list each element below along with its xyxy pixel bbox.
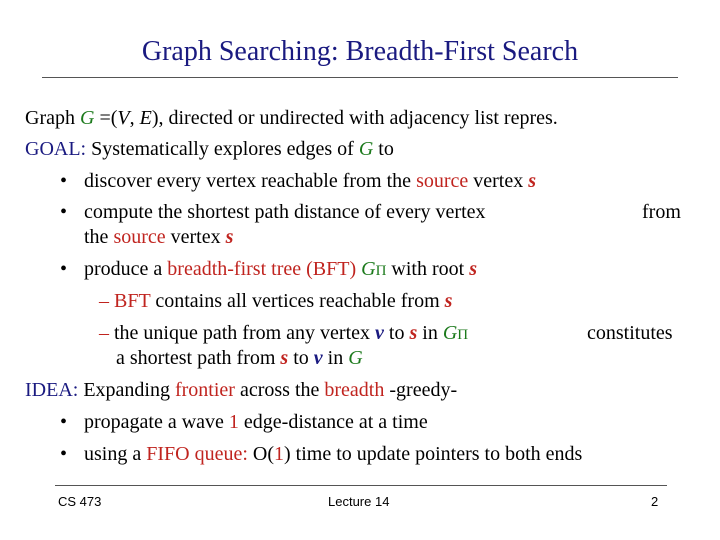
dash-glyph: –: [99, 290, 109, 312]
text: the unique path from any vertex: [109, 322, 376, 344]
text: to: [383, 322, 410, 344]
text: to: [288, 347, 314, 369]
source-symbol: s: [469, 258, 477, 280]
bullet-discover: [84, 169, 536, 193]
graph-definition-line: [25, 106, 558, 130]
slide-title: Graph Searching: Breadth-First Search: [141, 36, 579, 67]
breadth-term: breadth: [324, 379, 385, 401]
text: a shortest path from: [116, 347, 281, 369]
idea-label: IDEA:: [25, 379, 79, 401]
graph-symbol: G: [358, 138, 374, 160]
dash-glyph: –: [99, 322, 109, 344]
text: across the: [234, 379, 325, 401]
source-symbol: s: [528, 170, 537, 192]
fifo-term: FIFO queue:: [146, 443, 248, 465]
bft-term: breadth-first tree (BFT): [167, 258, 357, 280]
frontier-term: frontier: [174, 379, 235, 401]
subitem-unique-path: [99, 321, 468, 347]
text: discover every vertex reachable from the: [84, 170, 417, 192]
bullet-propagate-wave: [84, 410, 428, 434]
pi-subscript: Π: [375, 263, 387, 279]
text: contains all vertices reachable from: [150, 290, 445, 312]
idea-line: [25, 378, 457, 402]
text: Systematically explores edges of: [86, 138, 359, 160]
bullet-compute-continued: [84, 225, 233, 249]
subitem-bft-contents: [99, 289, 452, 313]
bullet-glyph: •: [60, 411, 68, 433]
vertex-symbol: v: [375, 322, 384, 344]
subitem-unique-path-constitutes: constitutes: [587, 322, 673, 344]
subitem-unique-path-continued: [116, 346, 363, 370]
source-symbol: s: [225, 226, 234, 248]
vertex-set-symbol: V: [117, 107, 130, 129]
text: Expanding: [78, 379, 175, 401]
text: in: [322, 347, 349, 369]
text: =(: [94, 107, 118, 129]
bullet-glyph: •: [60, 201, 68, 223]
text: the: [84, 226, 114, 248]
text: ) time to update pointers to both ends: [284, 443, 583, 465]
bft-term: BFT: [109, 290, 151, 312]
vertex-symbol: v: [313, 347, 323, 369]
bullet-produce-bft: [84, 257, 477, 283]
pi-subscript: Π: [457, 327, 469, 343]
text: ), directed or undirected with adjacency list repres.: [151, 107, 558, 129]
bullet-glyph: •: [60, 170, 68, 192]
text: in: [417, 322, 443, 344]
title-divider: [42, 77, 678, 78]
footer-divider: [55, 485, 667, 486]
text: using a: [84, 443, 147, 465]
goal-line: [25, 137, 394, 161]
bullet-glyph: •: [60, 443, 68, 465]
bullet-compute: [84, 200, 486, 224]
text: compute the shortest path distance of every vertex: [84, 201, 486, 223]
footer-course: CS 473: [58, 494, 102, 509]
text: propagate a wave: [84, 411, 229, 433]
text: Graph: [25, 107, 80, 129]
source-term: source: [113, 226, 166, 248]
footer-page-number: 2: [651, 494, 659, 509]
text: to: [373, 138, 394, 160]
source-symbol: s: [280, 347, 289, 369]
text: O(: [247, 443, 274, 465]
text: with root: [386, 258, 470, 280]
edge-set-symbol: E: [139, 107, 152, 129]
tree-symbol: G: [442, 322, 458, 344]
goal-label: GOAL:: [25, 138, 87, 160]
text: edge-distance at a time: [238, 411, 428, 433]
source-symbol: s: [444, 290, 453, 312]
text: vertex: [468, 170, 529, 192]
one-value: 1: [228, 411, 239, 433]
bullet-compute-from: from: [642, 201, 681, 223]
graph-symbol: G: [348, 347, 363, 369]
text: vertex: [165, 226, 226, 248]
bullet-fifo-queue: [84, 442, 582, 466]
graph-symbol: G: [79, 107, 95, 129]
text: ,: [129, 107, 140, 129]
text: -greedy-: [384, 379, 458, 401]
tree-symbol: G: [361, 258, 376, 280]
source-term: source: [416, 170, 469, 192]
text: produce a: [84, 258, 168, 280]
one-value: 1: [274, 443, 284, 465]
bullet-glyph: •: [60, 258, 68, 280]
source-symbol: s: [409, 322, 418, 344]
footer-lecture: Lecture 14: [328, 494, 390, 509]
